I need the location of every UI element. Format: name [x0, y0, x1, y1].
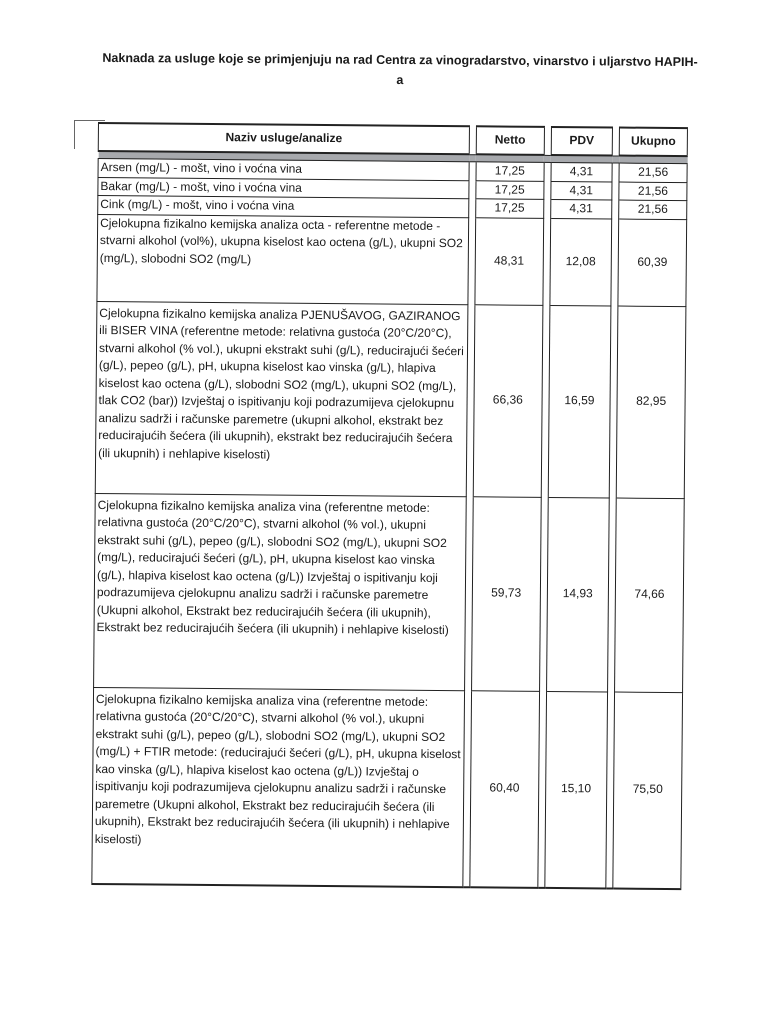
- price-table: [91, 122, 688, 890]
- header-total: Ukupno: [619, 128, 687, 157]
- net-price: 59,73: [471, 496, 540, 691]
- vat-amount: 4,31: [550, 199, 612, 218]
- table-row: [94, 493, 685, 692]
- vat-amount: 15,10: [544, 691, 607, 888]
- vat-amount: 12,08: [549, 218, 611, 306]
- vat-amount: 4,31: [551, 162, 613, 181]
- total-price: 21,56: [619, 200, 687, 219]
- vat-amount: 4,31: [550, 181, 612, 200]
- net-price: 17,25: [476, 180, 544, 199]
- total-price: 60,39: [618, 219, 687, 307]
- table-row: [97, 214, 687, 306]
- net-price: 17,25: [476, 162, 544, 181]
- vat-amount: 16,59: [548, 305, 611, 498]
- total-price: 75,50: [613, 692, 683, 889]
- net-price: 17,25: [476, 199, 544, 218]
- header-service-name: Naziv usluge/analize: [98, 123, 469, 154]
- header-vat: PDV: [551, 127, 613, 156]
- service-name: Cjelokupna fizikalno kemijska analiza PJENUŠAVOG, GAZIRANOG ili BISER VINA (referentne metode: relativna gustoća (20°C/20°C), stvarni alkohol (% vol.), ukupni ekstrakt suhi (g/L), reducirajući šećeri (g/L), pepeo (g/L), pH, ukupna kiselost kao vinska (g/L), hlapiva kiselost kao octena (g/L), slobodni SO2 (mg/L), ukupni SO2 (mg/L), tlak CO2 (bar)) Izvještaj o ispitivanju koji podrazumijeva cjelokupnu analizu sadrži i računske paremetre (ukupni alkohol, ekstrakt bez reducirajućih šećera (ili ukupnih), ekstrakt bez reducirajućih šećera (ili ukupnih) i nehlapive kiselosti): [95, 301, 468, 496]
- service-name: Cink (mg/L) - mošt, vino i voćna vina: [98, 196, 469, 218]
- service-name: Bakar (mg/L) - mošt, vino i voćna vina: [98, 177, 469, 199]
- net-price: 48,31: [475, 217, 543, 305]
- service-name: Cjelokupna fizikalno kemijska analiza vina (referentne metode: relativna gustoća (20°C/20°C), stvarni alkohol (% vol.), ukupni ekstrakt suhi (g/L), pepeo (g/L), slobodni SO2 (mg/L), ukupni SO2 (mg/L) + FTIR metode: (reducirajući šećeri (g/L), pH, ukupna kiselost kao vinska (g/L), hlapiva kiselost kao octena (g/L)) Izvještaj o ispitivanju koji podrazumijeva cjelokupnu analizu sadrži i računske paremetre (Ukupni alkohol, Ekstrakt bez reducirajućih šećera (ili ukupnih), Ekstrakt bez reducirajućih šećera (ili ukupnih) i nehlapive kiselosti): [92, 687, 465, 887]
- document-title-line-1: Naknada za usluge koje se primjenjuju na rad Centra za vinogradarstvo, vinarstvo i uljarstvo HAPIH-: [102, 50, 698, 70]
- table-row: [95, 301, 686, 498]
- header-net: Netto: [476, 126, 544, 155]
- document-title: [100, 48, 700, 92]
- total-price: 21,56: [619, 163, 687, 182]
- total-price: 74,66: [615, 498, 685, 693]
- service-name: Cjelokupna fizikalno kemijska analiza vina (referentne metode: relativna gustoća (20°C/20°C), stvarni alkohol (% vol.), ukupni ekstrakt suhi (g/L), pepeo (g/L), slobodni SO2 (mg/L), ukupni SO2 (mg/L), reducirajući šećeri (g/L), pH, ukupna kiselost kao vinska (g/L), hlapiva kiselost kao octena (g/L)) Izvještaj o ispitivanju koji podrazumijeva cjelokupnu analizu sadrži i računske paremetre (Ukupni alkohol, Ekstrakt bez reducirajućih šećera (ili ukupnih), Ekstrakt bez reducirajućih šećera (ili ukupnih) i nehlapive kiselosti): [94, 493, 467, 690]
- price-table-container: [91, 122, 688, 890]
- service-name: Arsen (mg/L) - mošt, vino i voćna vina: [98, 159, 469, 181]
- table-row: [92, 687, 683, 889]
- total-price: 21,56: [619, 182, 687, 201]
- service-name: Cjelokupna fizikalno kemijska analiza octa - referentne metode - stvarni alkohol (vol%), ukupna kiselost kao octena (g/L), ukupni SO2 (mg/L), slobodni SO2 (mg/L): [97, 214, 469, 304]
- net-price: 60,40: [470, 690, 539, 887]
- vat-amount: 14,93: [546, 497, 609, 692]
- net-price: 66,36: [473, 304, 542, 497]
- document-title-line-2: a: [396, 72, 404, 88]
- total-price: 82,95: [616, 306, 686, 499]
